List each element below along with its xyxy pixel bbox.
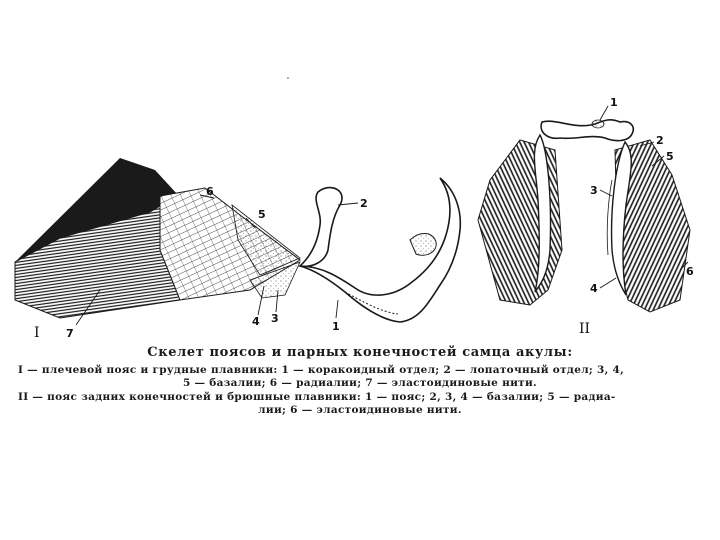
label-II-1: 1	[610, 96, 618, 109]
label-II-6: 6	[686, 265, 694, 278]
label-I-1: 1	[332, 320, 340, 333]
label-I-6: 6	[206, 185, 214, 198]
pelvic-girdle-bar	[541, 120, 633, 141]
shoulder-girdle	[300, 178, 460, 322]
label-II-3: 3	[590, 184, 598, 197]
caption-title: Скелет поясов и парных конечностей самца акулы:	[147, 345, 573, 360]
caption-line-3: II — пояс задних конечностей и брюшные плавники: 1 — пояс; 2, 3, 4 — базалии; 5 — радиа-	[18, 390, 616, 403]
caption-line-4: лии; 6 — эластоидиновые нити.	[258, 404, 462, 416]
pelvic-fins	[478, 135, 690, 312]
pelvic-girdle	[541, 120, 633, 141]
caption-line-1: I — плечевой пояс и грудные плавники: 1 — коракоидный отдел; 2 — лопаточный отдел; 3, 4,	[18, 363, 625, 376]
figure-caption	[18, 346, 702, 418]
label-II-5: 5	[666, 150, 674, 163]
label-I-3: 3	[271, 312, 279, 325]
label-I-2: 2	[360, 197, 368, 210]
label-II-4: 4	[590, 282, 598, 295]
label-I-5: 5	[258, 208, 266, 221]
pectoral-fin	[15, 158, 300, 318]
numeral-II: II	[579, 321, 591, 337]
label-II-2: 2	[656, 134, 664, 147]
label-I-4: 4	[252, 315, 260, 328]
label-I-7: 7	[66, 327, 74, 340]
caption-line-2: 5 — базалии; 6 — радиалии; 7 — эластоидиновые нити.	[182, 377, 538, 389]
scapula-left	[300, 188, 342, 267]
numeral-I: I	[34, 325, 40, 341]
